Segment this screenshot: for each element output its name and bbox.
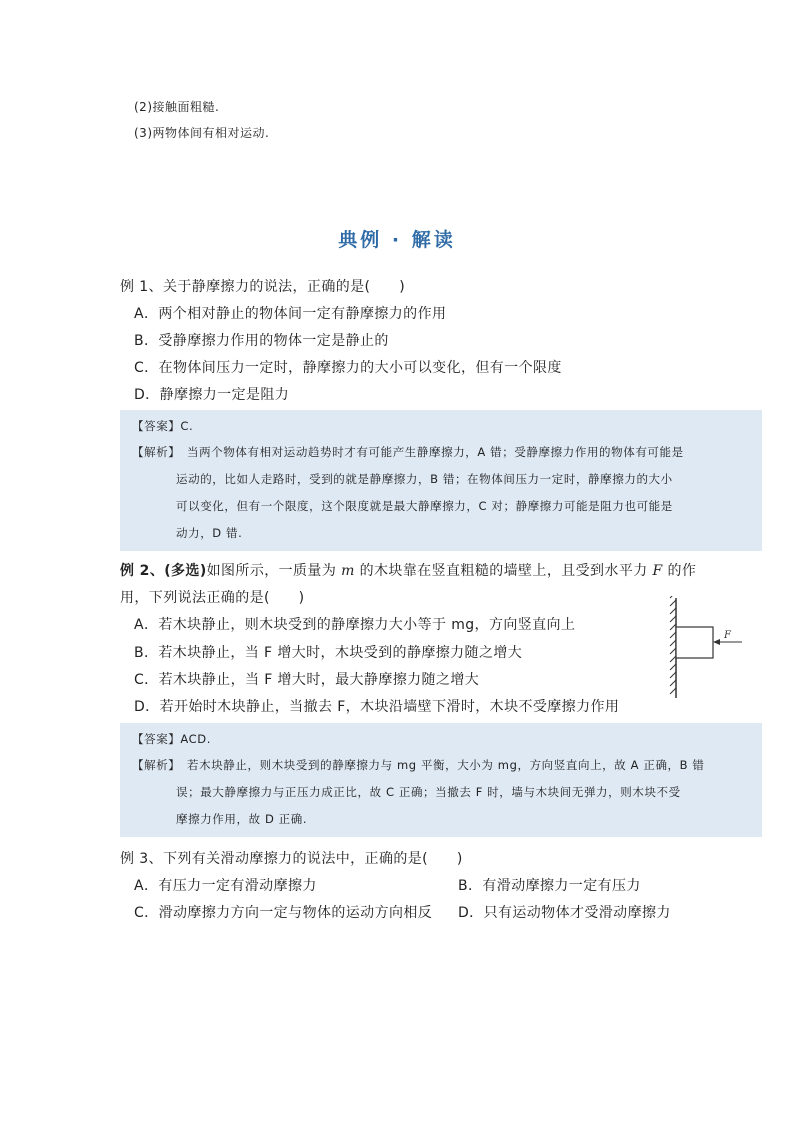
force-arrow-head [713, 639, 720, 645]
ex2-analysis-label: 【解析】 [132, 758, 181, 772]
ex2-stem-m: m [341, 563, 355, 579]
ex2-stem-text-c: 的作 [662, 563, 697, 579]
ex1-option-d: D．静摩擦力一定是阻力 [134, 387, 290, 403]
block [676, 627, 713, 658]
ex2-answer [132, 731, 211, 747]
ex2-answer-label: 【答案】 [132, 732, 181, 746]
ex2-stem-F: F [652, 563, 663, 579]
ex1-analysis-label: 【解析】 [132, 445, 181, 459]
ex2-stem-text-a: 如图所示，一质量为 [206, 563, 342, 579]
ex1-stem: 例 1、关于静摩擦力的说法，正确的是( ) [120, 279, 406, 295]
ex2-analysis-line-2: 误；最大静摩擦力与正压力成正比，故 C 正确；当撤去 F 时，墙与木块间无弹力，则木块不受 [176, 785, 681, 799]
section-title: 典例 · 解读 [338, 229, 456, 251]
ex2-option-c: C．若木块静止，当 F 增大时，最大静摩擦力随之增大 [134, 672, 480, 688]
ex3-option-a: A．有压力一定有滑动摩擦力 [134, 878, 317, 894]
ex2-solution-box [120, 723, 762, 837]
ex1-solution-box [120, 410, 762, 551]
ex2-stem [120, 560, 696, 580]
ex1-analysis-line-4: 动力，D 错. [176, 526, 243, 540]
ex1-answer-label: 【答案】 [132, 419, 181, 433]
force-label: F [724, 630, 731, 641]
intro-item-3: (3)两物体间有相对运动. [134, 126, 270, 140]
ex2-answer-value: ACD. [180, 732, 212, 746]
wall-hatching [670, 596, 676, 694]
intro-item-2: (2)接触面粗糙. [134, 100, 220, 114]
ex2-analysis-line-3: 摩擦力作用，故 D 正确. [176, 812, 308, 826]
ex3-option-b: B．有滑动摩擦力一定有压力 [458, 878, 641, 894]
ex2-stem-prefix: 例 2、(多选) [120, 563, 207, 579]
ex1-option-a: A．两个相对静止的物体间一定有静摩擦力的作用 [134, 306, 447, 322]
ex1-option-b: B．受静摩擦力作用的物体一定是静止的 [134, 333, 389, 349]
ex2-option-d: D．若开始时木块静止，当撤去 F，木块沿墙壁下滑时，木块不受摩擦力作用 [134, 699, 620, 715]
ex3-option-c: C．滑动摩擦力方向一定与物体的运动方向相反 [134, 905, 433, 921]
ex1-analysis-line-1: 当两个物体有相对运动趋势时才有可能产生静摩擦力，A 错；受静摩擦力作用的物体有可能是 [187, 445, 684, 459]
ex1-option-c: C．在物体间压力一定时，静摩擦力的大小可以变化，但有一个限度 [134, 360, 562, 376]
ex2-option-b: B．若木块静止，当 F 增大时，木块受到的静摩擦力随之增大 [134, 645, 523, 661]
ex1-answer-value: C. [180, 419, 194, 433]
wall-block-figure [660, 596, 750, 700]
ex1-analysis-line-3: 可以变化，但有一个限度，这个限度就是最大静摩擦力，C 对；静摩擦力可能是阻力也可能是 [176, 499, 673, 513]
ex1-answer [132, 418, 193, 434]
ex3-stem: 例 3、下列有关滑动摩擦力的说法中，正确的是( ) [120, 851, 463, 867]
ex2-analysis-line-1: 若木块静止，则木块受到的静摩擦力与 mg 平衡，大小为 mg，方向竖直向上，故 A 正确，B 错 [187, 758, 705, 772]
ex2-option-a: A．若木块静止，则木块受到的静摩擦力大小等于 mg，方向竖直向上 [134, 617, 576, 633]
ex2-stem-line-2: 用，下列说法正确的是( ) [120, 590, 305, 606]
ex3-option-d: D．只有运动物体才受滑动摩擦力 [458, 905, 671, 921]
ex2-stem-text-b: 的木块靠在竖直粗糙的墙壁上，且受到水平力 [354, 563, 653, 579]
ex1-analysis-line-2: 运动的，比如人走路时，受到的就是静摩擦力，B 错；在物体间压力一定时，静摩擦力的大小 [176, 472, 673, 486]
